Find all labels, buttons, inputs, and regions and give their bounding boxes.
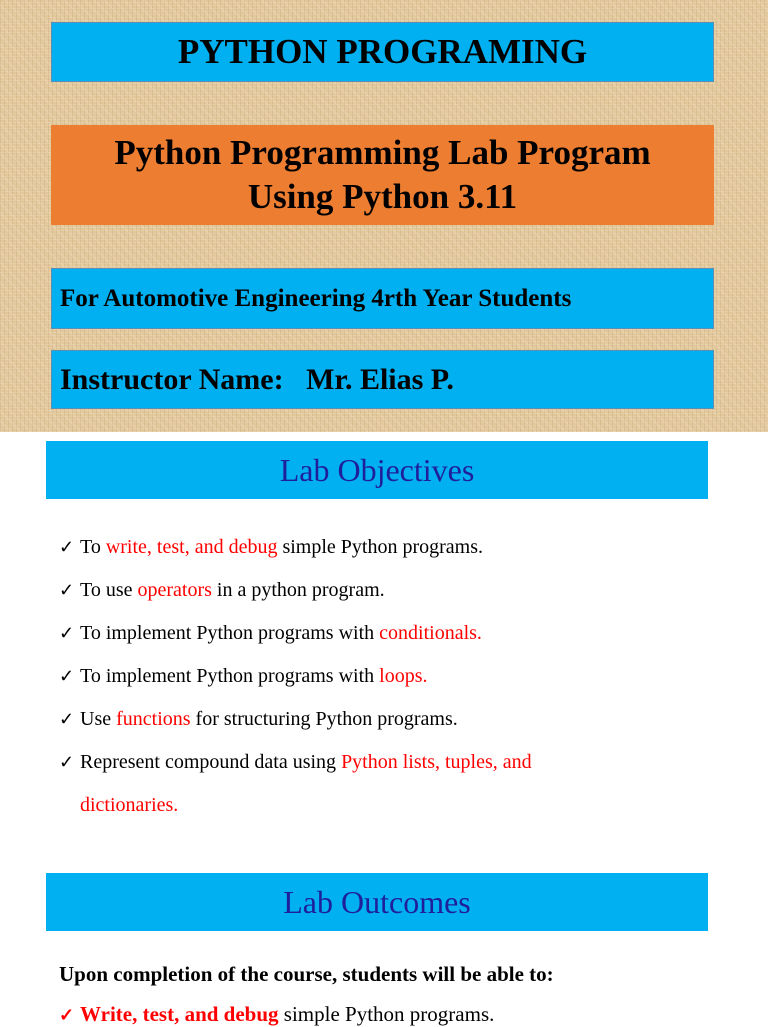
check-mark-icon: ✓ (59, 666, 75, 686)
list-item (59, 530, 739, 573)
subtitle-banner (51, 125, 714, 225)
objectives-list (59, 530, 739, 828)
objective-highlight: Python lists, tuples, and (341, 751, 532, 773)
check-mark-icon: ✓ (59, 623, 75, 643)
objective-highlight: write, test, and debug (105, 536, 278, 558)
audience-banner (51, 268, 714, 329)
check-mark-icon: ✓ (59, 752, 75, 772)
list-item (59, 573, 739, 616)
objective-highlight: operators (137, 579, 212, 601)
objectives-header (46, 441, 708, 499)
objective-text: simple Python programs. (277, 536, 483, 558)
instructor-text: Instructor Name: Mr. Elias P. (60, 362, 454, 396)
objective-text: To implement Python programs with (80, 665, 380, 687)
outcome-highlight: Write, test, and debug (80, 1002, 279, 1026)
outcomes-header (46, 873, 708, 931)
objective-text: Represent compound data using (80, 751, 342, 773)
objective-text: To (80, 536, 106, 558)
objective-highlight: conditionals. (379, 622, 482, 644)
list-item (59, 745, 739, 788)
objective-text: Use (80, 708, 117, 730)
list-item (59, 616, 739, 659)
check-mark-icon: ✓ (59, 709, 75, 729)
check-mark-icon: ✓ (59, 1005, 75, 1025)
check-mark-icon: ✓ (59, 580, 75, 600)
objective-highlight: functions (116, 708, 191, 730)
objective-text: To use (80, 579, 138, 601)
objective-text: in a python program. (211, 579, 385, 601)
outcome-item (59, 1002, 494, 1027)
instructor-banner (51, 350, 714, 409)
audience-text: For Automotive Engineering 4rth Year Students (60, 284, 572, 312)
subtitle-line-1: Python Programming Lab Program (114, 133, 651, 172)
objective-text: To implement Python programs with (80, 622, 380, 644)
check-mark-icon: ✓ (59, 537, 75, 557)
outcomes-heading: Lab Outcomes (283, 883, 471, 920)
subtitle-line-2: Using Python 3.11 (247, 177, 518, 216)
list-item (59, 659, 739, 702)
objective-text: for structuring Python programs. (190, 708, 458, 730)
course-title: PYTHON PROGRAMING (177, 32, 588, 71)
list-item (59, 702, 739, 745)
outcome-text: simple Python programs. (278, 1002, 495, 1026)
objective-continuation: dictionaries. (80, 794, 179, 816)
outcomes-intro: Upon completion of the course, students will be able to: (59, 962, 554, 986)
objective-highlight: loops. (379, 665, 428, 687)
title-banner (51, 22, 714, 82)
objectives-heading: Lab Objectives (279, 451, 475, 488)
